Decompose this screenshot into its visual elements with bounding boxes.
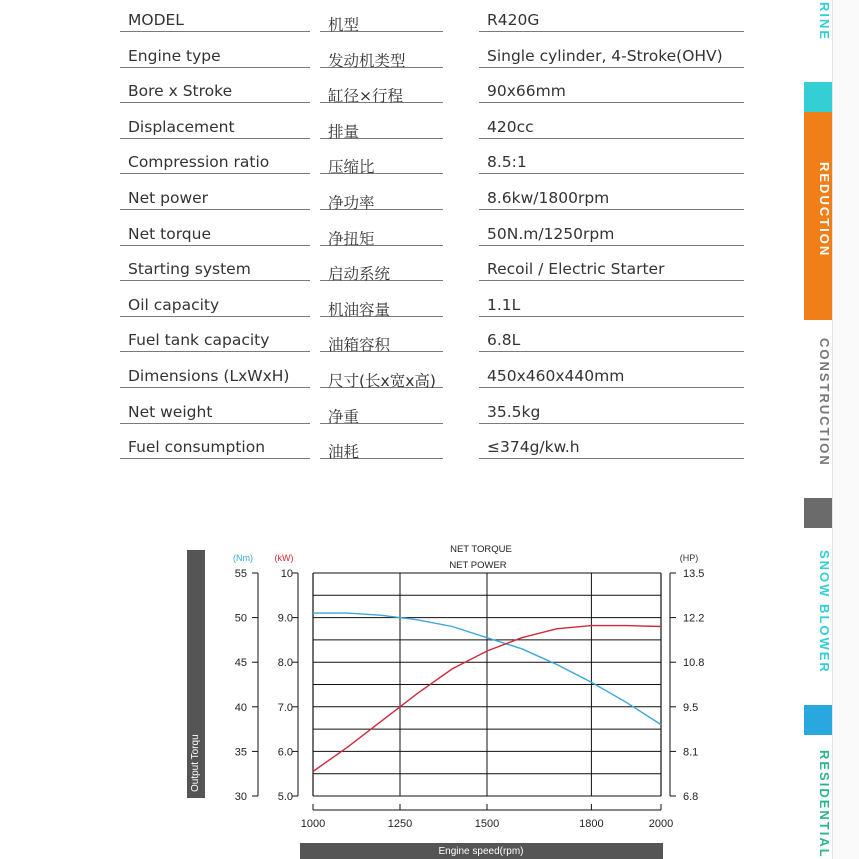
spec-value: R420G — [479, 0, 744, 32]
spec-label-cn: 净扭矩 — [320, 214, 443, 246]
unit-nm-label: (Nm) — [233, 553, 253, 563]
y-tick-label-nm: 40 — [234, 701, 247, 714]
spec-value: 35.5kg — [479, 392, 744, 424]
spec-label-cn: 压缩比 — [320, 142, 443, 174]
spec-label-cn: 启动系统 — [320, 249, 443, 281]
x-tick-label: 2000 — [648, 818, 674, 830]
spec-label: Bore x Stroke — [120, 71, 310, 103]
chart-title-line: NET TORQUE — [450, 544, 512, 555]
spec-label-cn: 净功率 — [320, 178, 443, 210]
x-axis-title: Engine speed(rpm) — [438, 846, 524, 857]
y-tick-label-nm: 50 — [234, 612, 247, 625]
y-tick-label-kw: 5.0 — [277, 791, 293, 803]
spec-value: Single cylinder, 4-Stroke(OHV) — [479, 36, 744, 68]
y-tick-label-kw: 10 — [280, 568, 293, 580]
spec-value: 420cc — [479, 107, 744, 139]
spec-label-cn: 排量 — [320, 107, 443, 139]
spec-label: Net torque — [120, 214, 310, 246]
y-axis-title: Output Torqu — [190, 734, 201, 792]
spec-label: Dimensions (LxWxH) — [120, 356, 310, 388]
spec-value: 50N.m/1250rpm — [479, 214, 744, 246]
side-tab-label: SNOW BLOWER — [817, 550, 832, 674]
chart-title-line: NET POWER — [449, 560, 507, 571]
spec-value: Recoil / Electric Starter — [479, 249, 744, 281]
spec-value: 1.1L — [479, 285, 744, 317]
spec-label-cn: 缸径×行程 — [320, 71, 443, 103]
side-tab-label: REDUCTION — [817, 162, 832, 258]
y-tick-label-hp: 12.2 — [683, 612, 705, 625]
y-tick-label-kw: 7.0 — [277, 701, 293, 714]
y-tick-label-hp: 9.5 — [683, 701, 699, 714]
spec-value: 90x66mm — [479, 71, 744, 103]
x-tick-label: 1500 — [474, 818, 500, 830]
y-tick-label-hp: 13.5 — [683, 568, 705, 580]
y-tick-label-nm: 55 — [234, 568, 247, 580]
spec-label: Net power — [120, 178, 310, 210]
spec-value: 8.6kw/1800rpm — [479, 178, 744, 210]
spec-label: Net weight — [120, 392, 310, 424]
y-tick-label-hp: 10.8 — [683, 657, 705, 670]
spec-value: 8.5:1 — [479, 142, 744, 174]
side-tab-label: RESIDENTIAL — [817, 750, 832, 859]
y-tick-label-nm: 45 — [234, 657, 247, 670]
y-tick-label-kw: 9.0 — [277, 612, 293, 625]
spec-label: Fuel consumption — [120, 427, 310, 459]
spec-label-cn: 发动机类型 — [320, 36, 443, 68]
y-tick-label-hp: 6.8 — [683, 791, 699, 803]
x-tick-label: 1000 — [300, 818, 326, 830]
y-tick-label-kw: 6.0 — [277, 746, 293, 759]
spec-label: Engine type — [120, 36, 310, 68]
spec-value: ≤374g/kw.h — [479, 427, 744, 459]
spec-label: Oil capacity — [120, 285, 310, 317]
spec-label-cn: 机油容量 — [320, 285, 443, 317]
y-tick-label-nm: 30 — [234, 791, 247, 803]
y-tick-label-hp: 8.1 — [683, 746, 699, 759]
unit-hp-label: (HP) — [679, 553, 699, 563]
spec-value: 450x460x440mm — [479, 356, 744, 388]
spec-label-cn: 油耗 — [320, 427, 443, 459]
y-tick-label-kw: 8.0 — [277, 657, 293, 670]
spec-label: Fuel tank capacity — [120, 320, 310, 352]
side-tab-label: CONSTRUCTION — [817, 338, 832, 467]
y-tick-label-nm: 35 — [234, 746, 247, 759]
spec-label: Displacement — [120, 107, 310, 139]
spec-label-cn: 机型 — [320, 0, 443, 32]
spec-value: 6.8L — [479, 320, 744, 352]
spec-label-cn: 油箱容积 — [320, 320, 443, 352]
spec-label-cn: 净重 — [320, 392, 443, 424]
x-tick-label: 1800 — [579, 818, 604, 830]
side-tab-label: RINE — [817, 2, 832, 42]
spec-label-cn: 尺寸(长x宽x高) — [320, 356, 443, 388]
spec-label: Starting system — [120, 249, 310, 281]
spec-label: MODEL — [120, 0, 310, 32]
x-tick-label: 1250 — [387, 818, 413, 830]
unit-kw-label: (kW) — [274, 553, 294, 563]
spec-label: Compression ratio — [120, 142, 310, 174]
